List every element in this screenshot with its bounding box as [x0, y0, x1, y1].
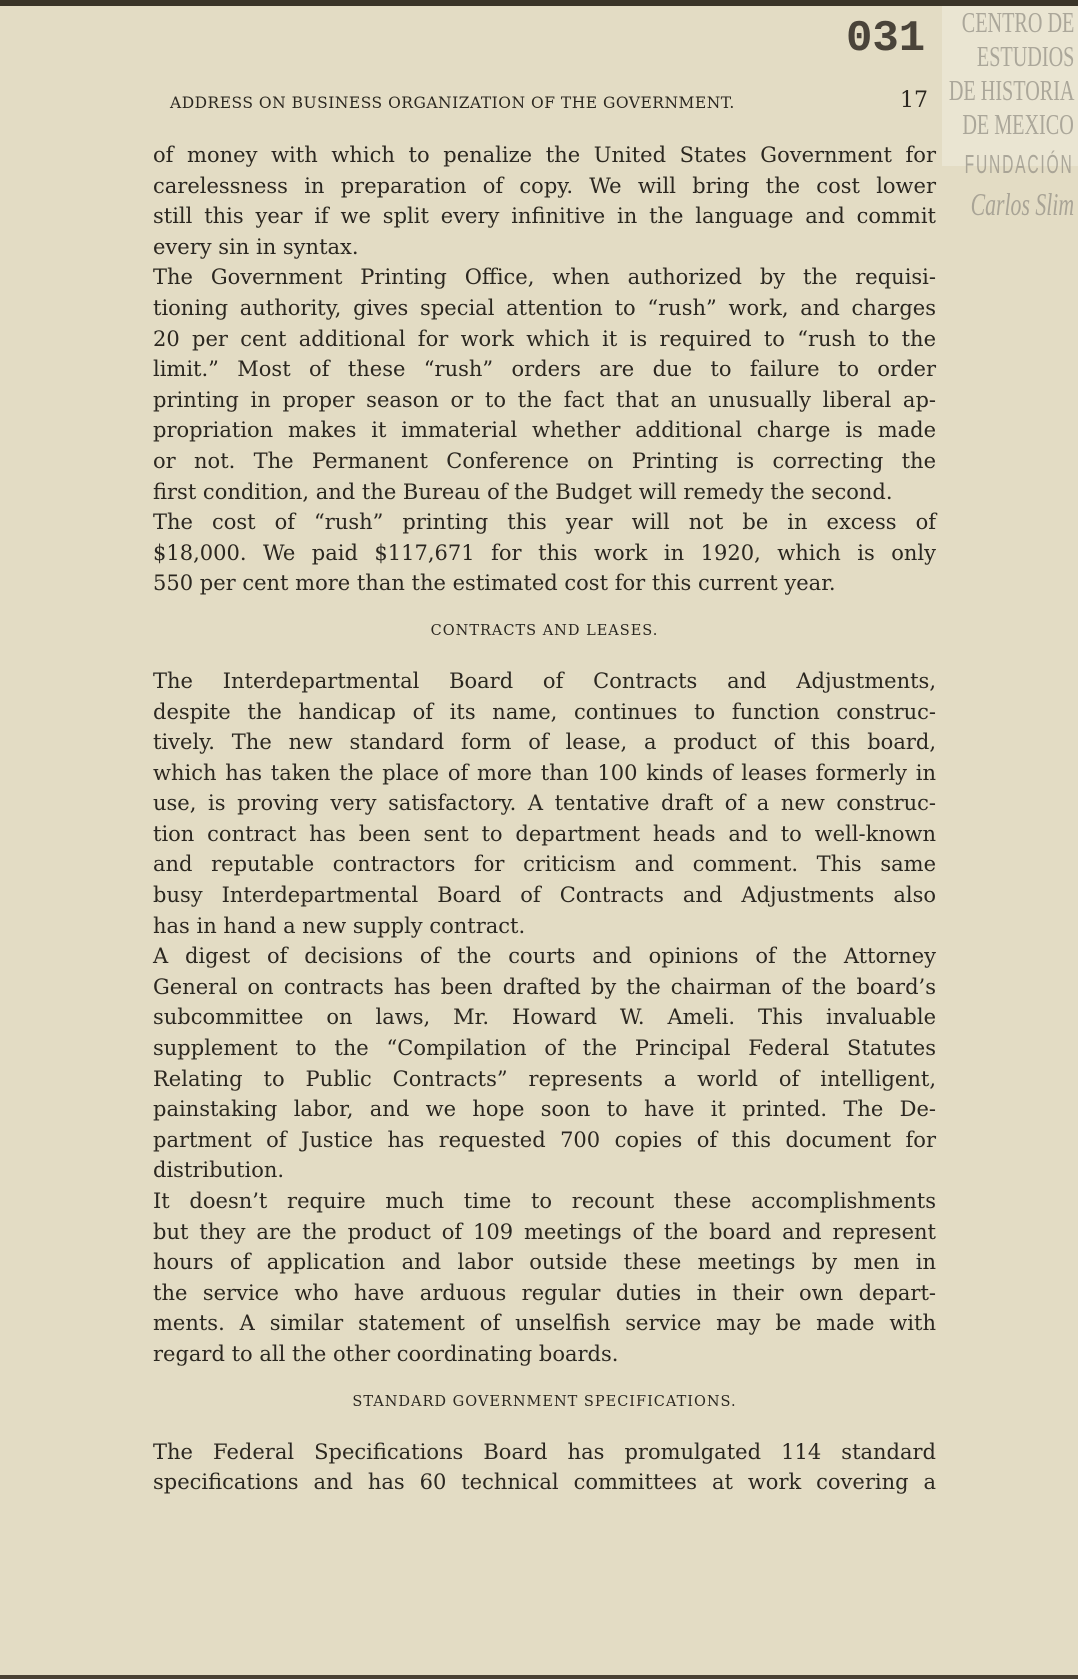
text-line: General on contracts has been drafted by the chairman of the board’s — [153, 974, 936, 999]
text-line: painstaking labor, and we hope soon to have it printed. The De- — [153, 1097, 936, 1122]
text-line: but they are the product of 109 meetings of the board and represent — [153, 1219, 936, 1244]
text-line: has in hand a new supply contract. — [153, 913, 526, 938]
text-line: still this year if we split every infinitive in the language and commit — [153, 204, 936, 229]
text-line: and reputable contractors for criticism and comment. This same — [153, 852, 936, 877]
text-line: or not. The Permanent Conference on Printing is correcting the — [153, 448, 936, 473]
section-heading: CONTRACTS AND LEASES. — [430, 622, 659, 639]
text-line: It doesn’t require much time to recount these accomplishments — [153, 1189, 936, 1213]
text-line: A digest of decisions of the courts and opinions of the Attorney — [153, 944, 936, 969]
text-line: tioning authority, gives special attention to “rush” work, and charges — [153, 295, 936, 320]
watermark-signature: Carlos Slim — [970, 186, 1074, 222]
text-line: The Federal Specifications Board has promulgated 114 standard — [153, 1439, 936, 1464]
text-line: printing in proper season or to the fact that an unusually liberal ap- — [153, 387, 936, 412]
text-line: the service who have arduous regular duties in their own depart- — [153, 1280, 936, 1305]
page-body — [153, 140, 936, 1498]
paragraph — [153, 1437, 936, 1498]
text-line: despite the handicap of its name, continues to function construc- — [153, 699, 936, 724]
text-line: regard to all the other coordinating boards. — [153, 1341, 619, 1366]
paragraph — [153, 140, 936, 262]
paragraph — [153, 507, 936, 599]
text-line: limit.” Most of these “rush” orders are due to failure to order — [153, 357, 936, 382]
paragraph — [153, 666, 936, 941]
text-line: specifications and has 60 technical committees at work covering a — [153, 1470, 936, 1495]
folio-stamp: 031 — [846, 14, 926, 64]
text-line: $18,000. We paid $117,671 for this work in 1920, which is only — [153, 540, 936, 565]
running-header: ADDRESS ON BUSINESS ORGANIZATION OF THE GOVERNMENT. — [170, 94, 735, 112]
text-line: Relating to Public Contracts” represents a world of intelligent, — [153, 1066, 936, 1091]
text-line: 20 per cent additional for work which it is required to “rush to the — [153, 326, 936, 351]
text-line: The cost of “rush” printing this year will not be in excess of — [153, 510, 936, 535]
text-line: first condition, and the Bureau of the Budget will remedy the second. — [153, 479, 893, 504]
text-line: supplement to the “Compilation of the Principal Federal Statutes — [153, 1036, 936, 1061]
watermark-line: CENTRO DE — [961, 8, 1074, 39]
watermark-line: DE MEXICO — [962, 110, 1074, 141]
text-line: tion contract has been sent to department heads and to well-known — [153, 821, 936, 846]
text-line: every sin in syntax. — [153, 234, 359, 259]
paragraph — [153, 941, 936, 1186]
text-line: 550 per cent more than the estimated cost for this current year. — [153, 571, 836, 596]
watermark-line: ESTUDIOS — [976, 42, 1074, 73]
text-line: busy Interdepartmental Board of Contracts and Adjustments also — [153, 883, 936, 908]
text-line: ments. A similar statement of unselfish service may be made with — [153, 1311, 936, 1336]
text-line: carelessness in preparation of copy. We will bring the cost lower — [153, 173, 936, 198]
text-line: distribution. — [153, 1158, 285, 1183]
text-line: propriation makes it immaterial whether additional charge is made — [153, 418, 936, 443]
text-line: partment of Justice has requested 700 copies of this document for — [153, 1127, 936, 1152]
text-line: The Interdepartmental Board of Contracts and Adjustments, — [153, 668, 936, 693]
watermark-line: DE HISTORIA — [948, 76, 1074, 107]
text-line: hours of application and labor outside these meetings by men in — [153, 1250, 936, 1275]
watermark-line: FUNDACIÓN — [965, 149, 1074, 179]
section-heading: STANDARD GOVERNMENT SPECIFICATIONS. — [352, 1393, 737, 1410]
text-line: use, is proving very satisfactory. A tentative draft of a new construc- — [153, 791, 936, 816]
text-line: of money with which to penalize the United States Government for — [153, 143, 936, 167]
text-line: which has taken the place of more than 100 kinds of leases formerly in — [153, 760, 936, 785]
text-line: tively. The new standard form of lease, a product of this board, — [153, 730, 936, 755]
scan-bottom-edge — [0, 1675, 1078, 1679]
paragraph — [153, 1186, 936, 1370]
page-number: 17 — [900, 88, 928, 113]
paragraph — [153, 262, 936, 507]
scan-top-edge — [0, 0, 1078, 6]
text-line: subcommittee on laws, Mr. Howard W. Ameli. This invaluable — [153, 1005, 936, 1030]
text-line: The Government Printing Office, when authorized by the requisi- — [153, 265, 936, 290]
